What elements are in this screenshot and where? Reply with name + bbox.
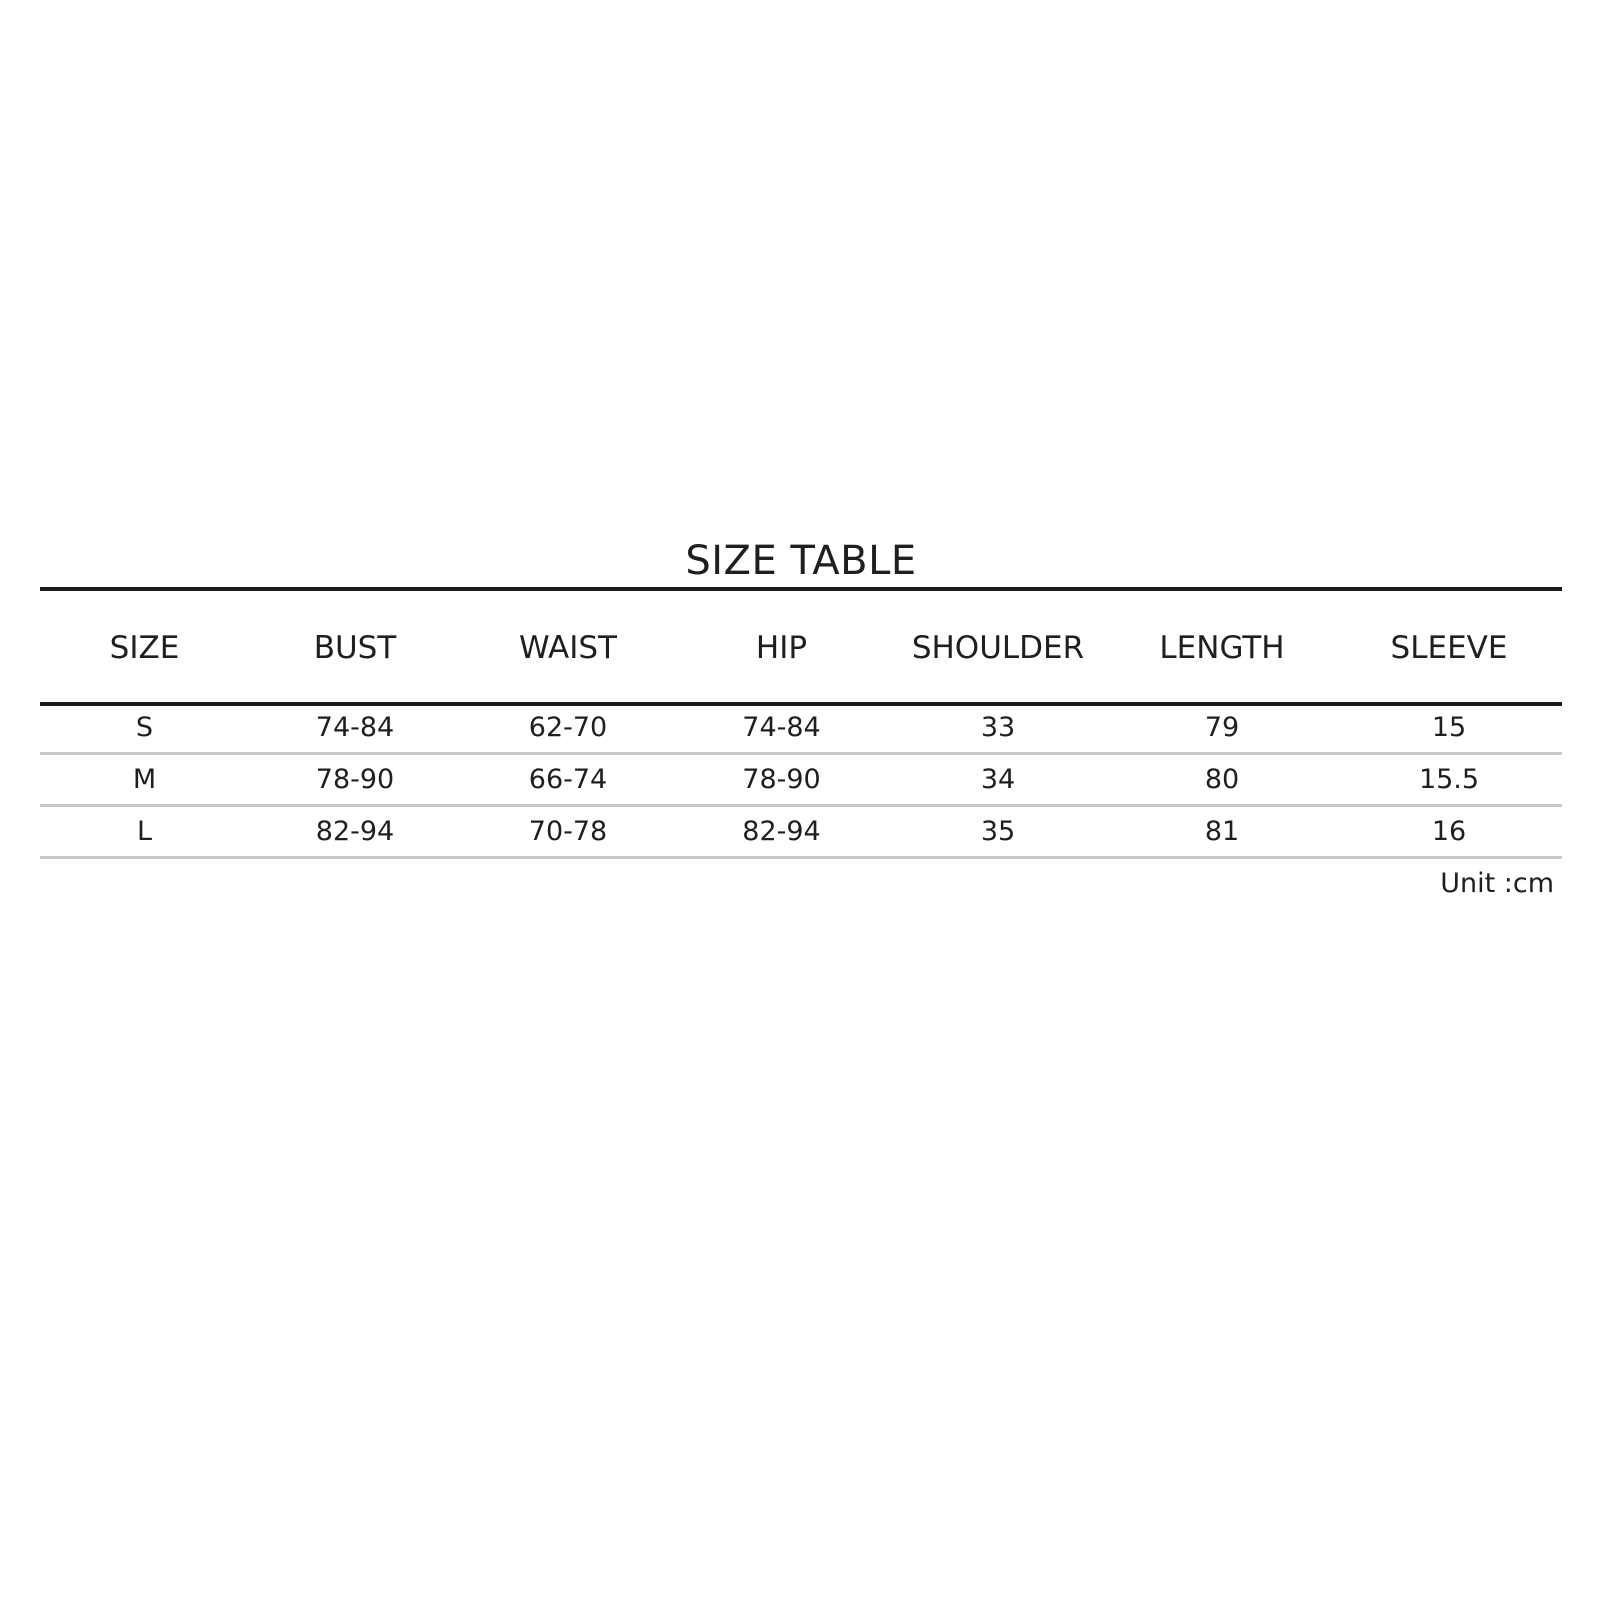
column-header-waist: WAIST: [519, 630, 617, 666]
table-cell-sleeve: 15.5: [1418, 764, 1480, 795]
table-cell-hip: 82-94: [742, 816, 821, 847]
column-header-hip: HIP: [755, 630, 808, 666]
table-row: [40, 706, 1562, 750]
table-cell-size: M: [132, 764, 157, 795]
column-header-length: LENGTH: [1159, 630, 1285, 666]
table-cell-sleeve: 15: [1431, 712, 1467, 743]
table-cell-bust: 82-94: [315, 816, 395, 847]
table-cell-hip: 78-90: [742, 764, 821, 795]
chart-title: SIZE TABLE: [685, 538, 917, 584]
table-cell-bust: 74-84: [315, 712, 395, 743]
column-header-size: SIZE: [109, 630, 180, 666]
table-row: [40, 810, 1562, 854]
unit-note: Unit :cm: [1440, 868, 1554, 899]
table-cell-length: 81: [1204, 816, 1240, 847]
column-header-shoulder: SHOULDER: [911, 630, 1085, 666]
table-cell-waist: 66-74: [528, 764, 608, 795]
table-cell-hip: 74-84: [742, 712, 821, 743]
table-cell-sleeve: 16: [1431, 816, 1467, 847]
row-divider: [40, 804, 1562, 807]
top-rule: [40, 587, 1562, 591]
table-cell-shoulder: 35: [980, 816, 1016, 847]
size-chart: [40, 0, 1562, 1600]
table-cell-length: 79: [1204, 712, 1240, 743]
table-cell-size: L: [136, 816, 153, 847]
row-divider: [40, 752, 1562, 755]
column-header-sleeve: SLEEVE: [1390, 630, 1508, 666]
table-cell-waist: 70-78: [528, 816, 608, 847]
table-cell-bust: 78-90: [315, 764, 395, 795]
table-header-row: [40, 620, 1562, 676]
table-row: [40, 758, 1562, 802]
table-cell-waist: 62-70: [528, 712, 608, 743]
table-cell-length: 80: [1204, 764, 1240, 795]
table-cell-shoulder: 33: [980, 712, 1016, 743]
column-header-bust: BUST: [313, 630, 397, 666]
row-divider: [40, 856, 1562, 859]
table-cell-shoulder: 34: [980, 764, 1016, 795]
table-cell-size: S: [135, 712, 154, 743]
